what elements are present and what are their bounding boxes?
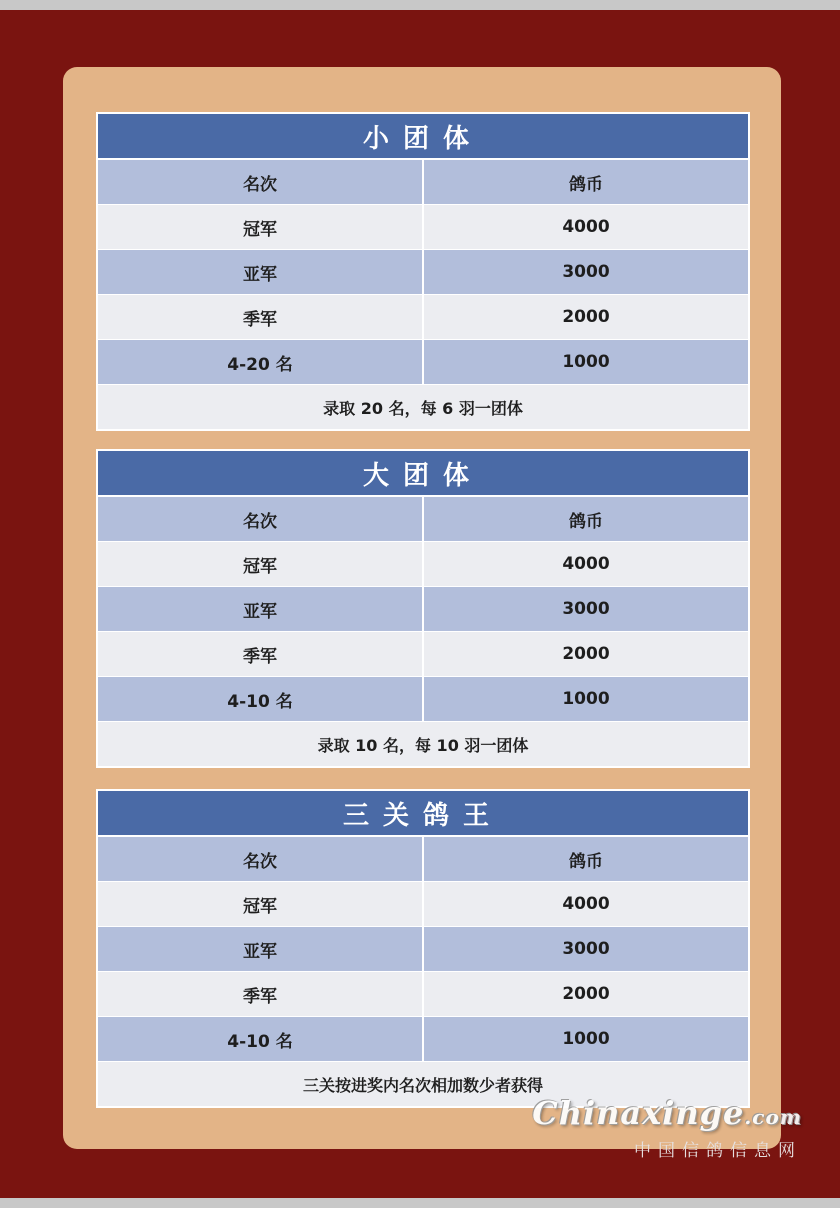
- rank-cell: 亚军: [98, 927, 424, 971]
- three-race-king-table: [96, 789, 750, 1108]
- watermark-logo: [532, 1094, 802, 1132]
- rank-cell: 冠军: [98, 205, 424, 249]
- prize-cell: 1000: [562, 1029, 610, 1049]
- table-note: 录取 10 名，每 10 羽一团体: [98, 722, 748, 766]
- prize-cell: 4000: [562, 894, 610, 914]
- prize-cell: 3000: [562, 599, 610, 619]
- rank-cell: 季军: [98, 972, 424, 1016]
- rank-cell: 季军: [98, 632, 424, 676]
- table-row: [98, 542, 748, 587]
- site-watermark: [532, 1094, 802, 1161]
- table-row: [98, 882, 748, 927]
- prize-header: 鸽币: [569, 174, 603, 195]
- header-row: [98, 160, 748, 205]
- rank-cell: 亚军: [98, 250, 424, 294]
- rank-cell: 4-10 名: [98, 677, 424, 721]
- table-row: [98, 972, 748, 1017]
- header-row: [98, 837, 748, 882]
- rank-cell: 冠军: [98, 542, 424, 586]
- rank-cell: 季军: [98, 295, 424, 339]
- prize-cell: 4000: [562, 554, 610, 574]
- prize-cell: 3000: [562, 262, 610, 282]
- table-note: 录取 20 名，每 6 羽一团体: [98, 385, 748, 429]
- watermark-suffix: .com: [744, 1105, 802, 1129]
- prize-cell: 1000: [562, 689, 610, 709]
- large-team-table: [96, 449, 750, 768]
- small-team-table: [96, 112, 750, 431]
- rank-cell: 4-20 名: [98, 340, 424, 384]
- prize-cell: 4000: [562, 217, 610, 237]
- prize-cell: 2000: [562, 307, 610, 327]
- table-row: [98, 250, 748, 295]
- table-row: [98, 927, 748, 972]
- header-row: [98, 497, 748, 542]
- table-row: [98, 677, 748, 722]
- rank-cell: 亚军: [98, 587, 424, 631]
- prize-cell: 2000: [562, 644, 610, 664]
- rank-header: 名次: [98, 160, 424, 204]
- watermark-name: Chinaxinge: [532, 1094, 745, 1132]
- table-row: [98, 1017, 748, 1062]
- table-title: 大团体: [98, 451, 748, 497]
- table-row: [98, 632, 748, 677]
- prize-cell: 2000: [562, 984, 610, 1004]
- prize-header: 鸽币: [569, 511, 603, 532]
- table-row: [98, 205, 748, 250]
- rank-cell: 冠军: [98, 882, 424, 926]
- prize-cell: 3000: [562, 939, 610, 959]
- rank-header: 名次: [98, 497, 424, 541]
- table-row: [98, 295, 748, 340]
- rank-header: 名次: [98, 837, 424, 881]
- prize-cell: 1000: [562, 352, 610, 372]
- table-title: 三关鸽王: [98, 791, 748, 837]
- prize-header: 鸽币: [569, 851, 603, 872]
- table-note: 三关按进奖内名次相加数少者获得: [98, 1062, 748, 1106]
- watermark-subtitle: 中国信鸽信息网: [634, 1141, 802, 1161]
- table-row: [98, 340, 748, 385]
- table-title: 小团体: [98, 114, 748, 160]
- table-row: [98, 587, 748, 632]
- rank-cell: 4-10 名: [98, 1017, 424, 1061]
